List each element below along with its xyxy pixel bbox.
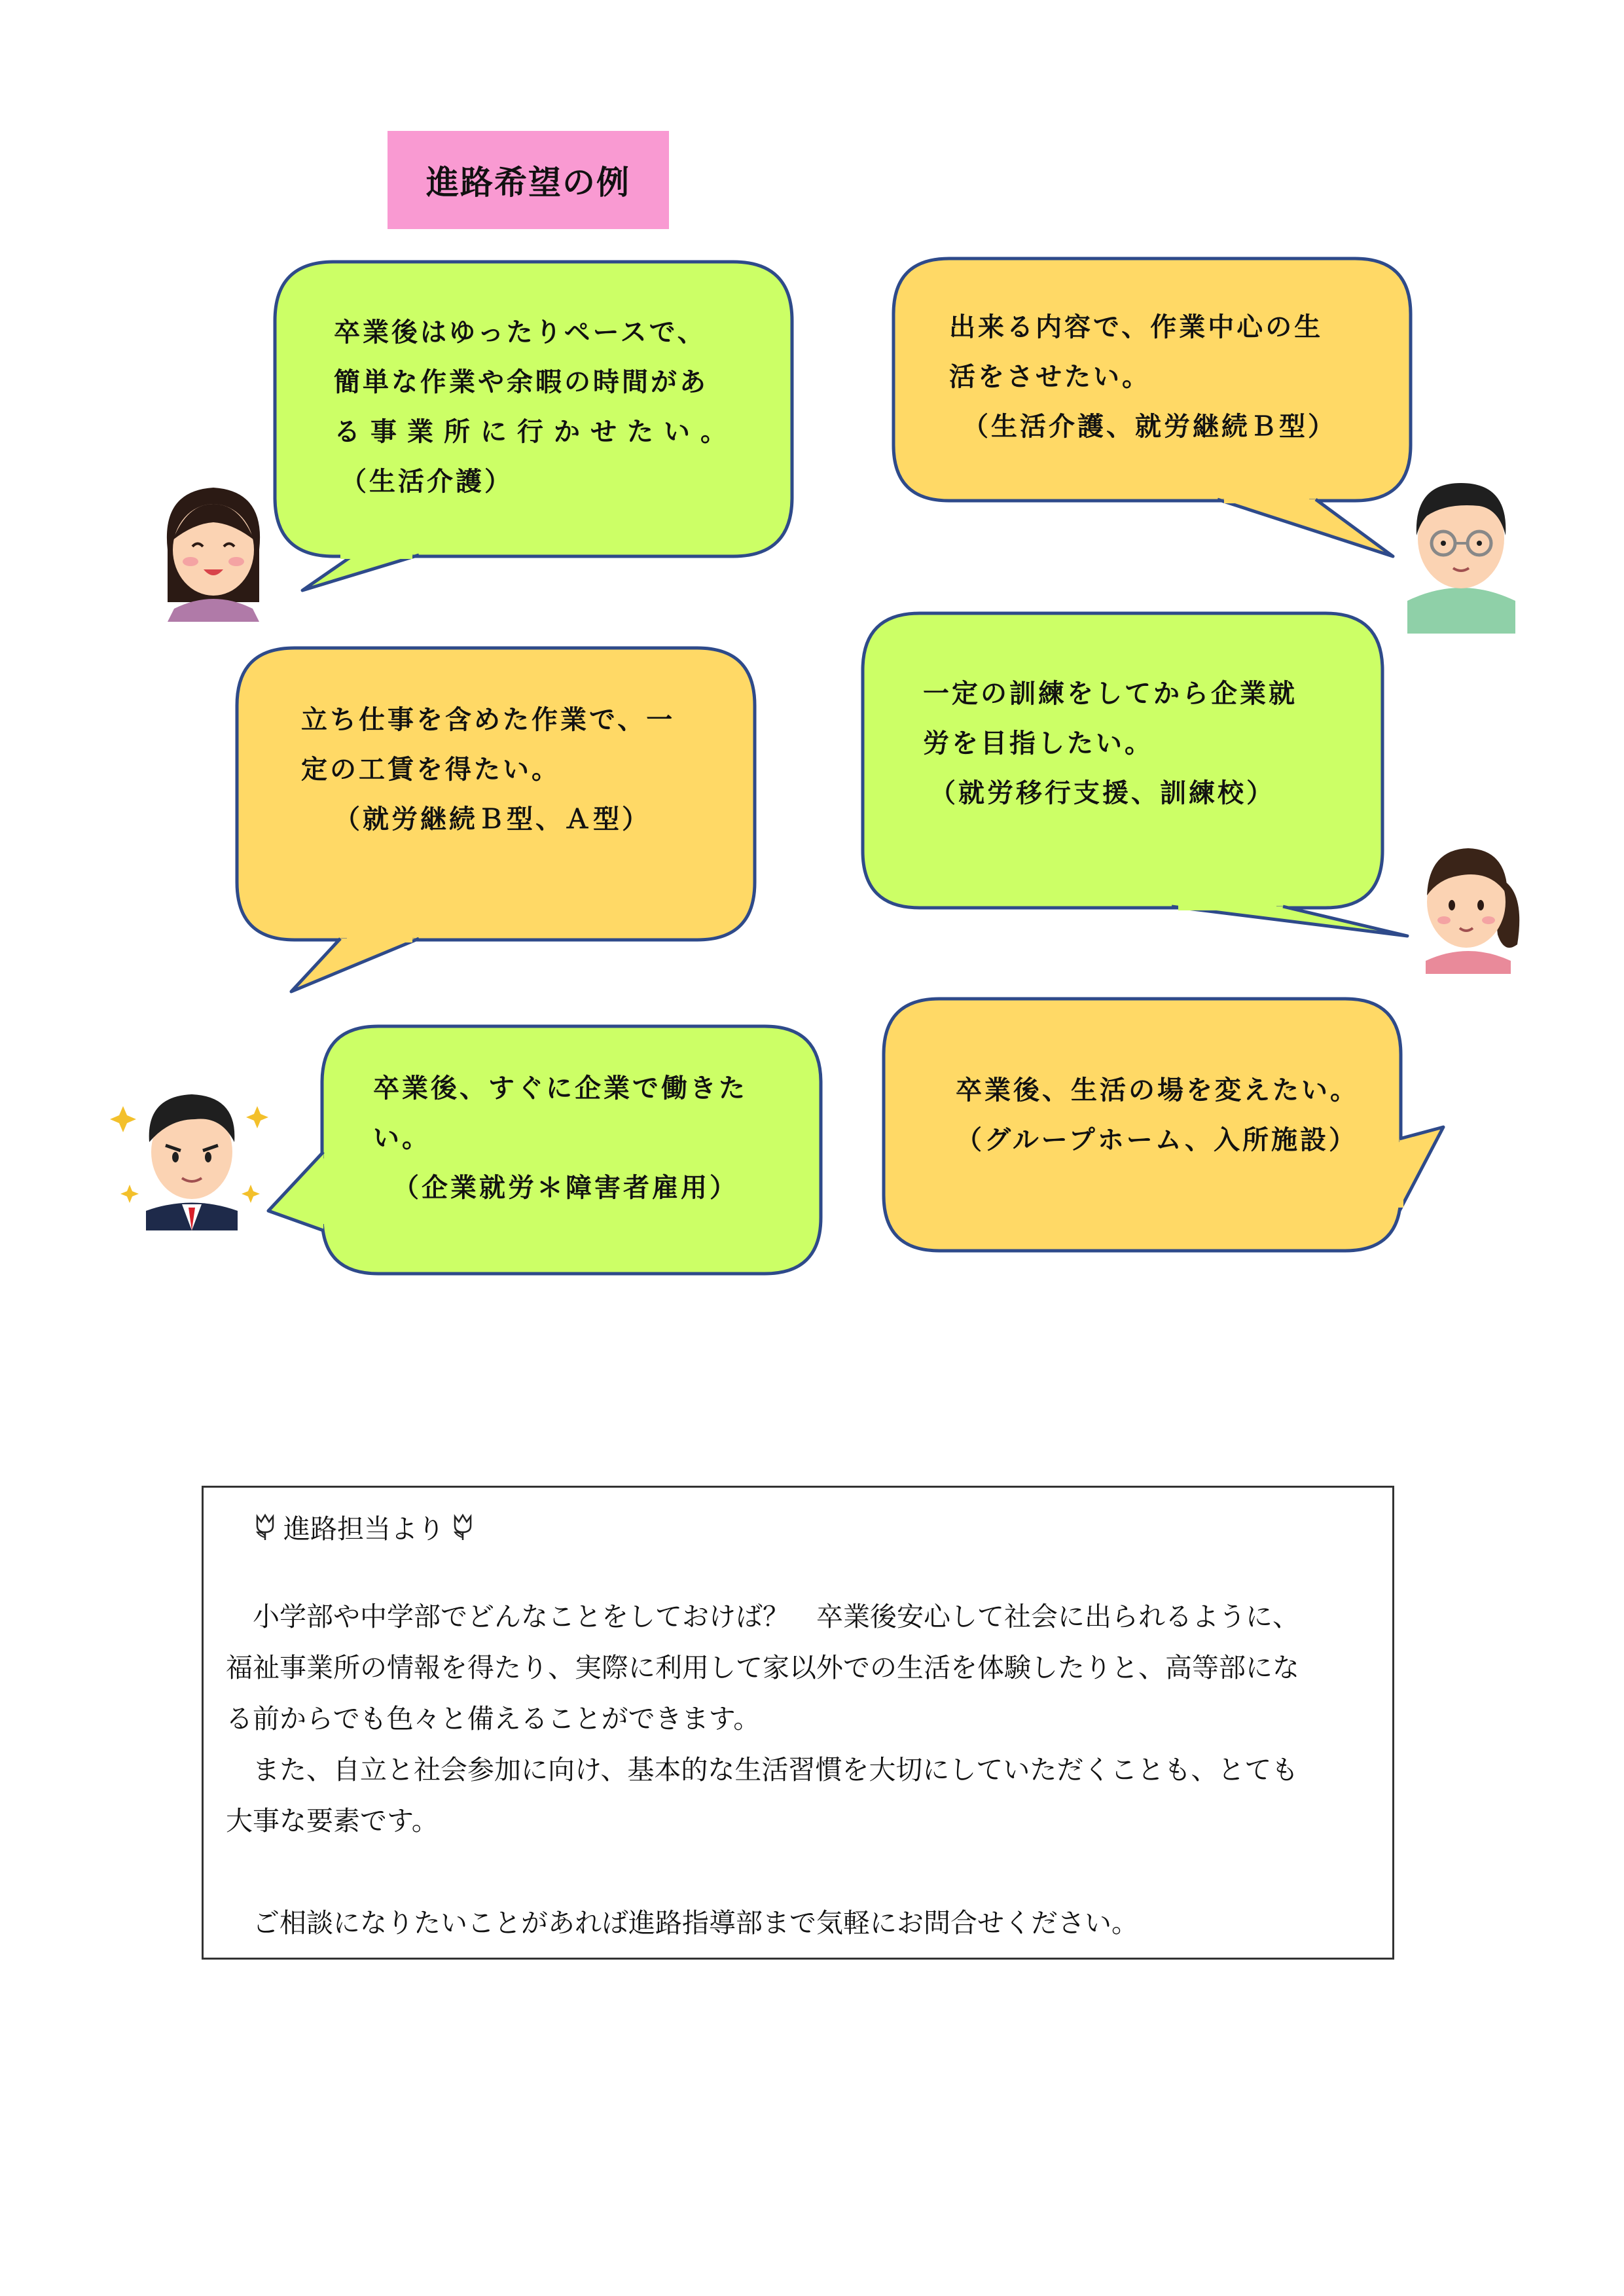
bubble-4-text: 一定の訓練をしてから企業就 労を目指したい。 （就労移行支援、訓練校）	[923, 679, 1297, 808]
bubble-3-text: 立ち仕事を含めた作業で、一 定の工賃を得たい。 （就労継続Ｂ型、Ａ型）	[301, 705, 676, 834]
bubble-5-text: 卒業後、すぐに企業で働きた い。 （企業就労＊障害者雇用）	[373, 1073, 748, 1203]
note-line: また、自立と社会参加に向け、基本的な生活習慣を大切にしていただくことも、とても	[226, 1754, 1299, 1785]
bubble-6-text: 卒業後、生活の場を変えたい。 （グループホーム、入所施設）	[956, 1075, 1359, 1155]
note-line: 大事な要素です。	[226, 1805, 439, 1837]
note-line: る前からでも色々と備えることができます。	[226, 1703, 761, 1734]
note-heading-label: 進路担当より	[283, 1513, 444, 1545]
bubble-2-text: 出来る内容で、作業中心の生 活をさせたい。 （生活介護、就労継続Ｂ型）	[949, 312, 1337, 442]
note-line: ご相談になりたいことがあれば進路指導部まで気軽にお問合せください。	[226, 1907, 1138, 1939]
woman-smiling-icon	[154, 478, 272, 622]
note-line: 小学部や中学部でどんなことをしておけば？ 卒業後安心して社会に出られるように、	[226, 1601, 1299, 1632]
man-glasses-icon	[1401, 470, 1522, 634]
tulip-icon	[448, 1513, 477, 1541]
woman-ponytail-icon	[1413, 830, 1524, 974]
bubble-1-text: 卒業後はゆったりペースで、 簡単な作業や余暇の時間があ る事業所に行かせたい。 （生活介護）	[334, 317, 737, 497]
page-title: 進路希望の例	[388, 131, 669, 229]
note-heading	[251, 1507, 477, 1546]
note-box	[202, 1486, 1394, 1960]
note-line: 福祉事業所の情報を得たり、実際に利用して家以外での生活を体験したりと、高等部にな	[226, 1652, 1299, 1683]
businessman-sparkle-icon	[110, 1080, 274, 1230]
tulip-icon	[251, 1513, 280, 1541]
